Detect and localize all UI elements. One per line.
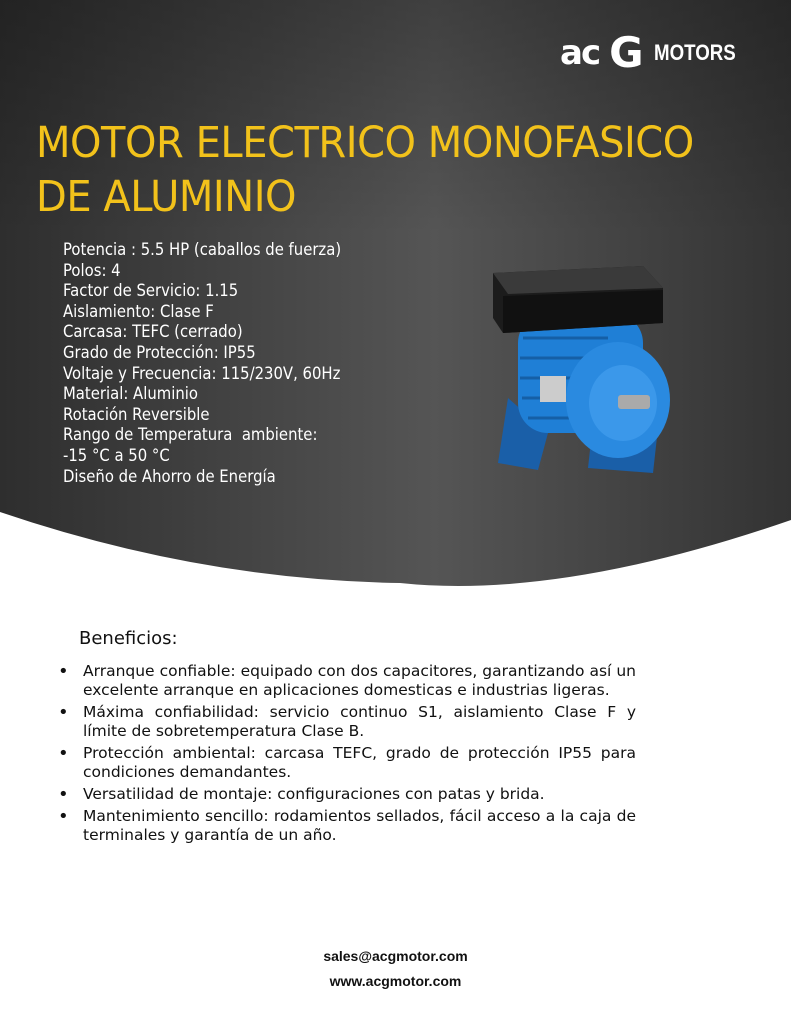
contact-email[interactable]: sales@acgmotor.com — [323, 948, 468, 964]
logo-motors-text: MOTORS — [653, 39, 736, 65]
spec-item: Rotación Reversible — [63, 404, 210, 424]
benefit-item: • Mantenimiento sencillo: rodamientos sellados, fácil acceso a la caja de terminales y garantía de un año. — [58, 807, 636, 845]
benefit-item: • Protección ambiental: carcasa TEFC, grado de protección IP55 para condiciones demandantes. — [58, 744, 636, 782]
spec-item: Carcasa: TEFC (cerrado) — [63, 322, 243, 342]
spec-list — [63, 240, 341, 487]
logo-gear-g-icon: G — [609, 28, 644, 77]
contact-website[interactable]: www.acgmotor.com — [329, 973, 462, 989]
spec-item: Diseño de Ahorro de Energía — [63, 466, 276, 486]
benefit-item: • Arranque confiable: equipado con dos capacitores, garantizando así un excelente arranque en aplicaciones domesticas e industrias ligeras. — [58, 662, 636, 700]
title-line-1: MOTOR ELECTRICO MONOFASICO — [36, 118, 694, 168]
spec-item: Polos: 4 — [63, 260, 121, 280]
spec-item: Voltaje y Frecuencia: 115/230V, 60Hz — [63, 363, 341, 383]
benefits-list — [58, 662, 636, 848]
benefit-item: • Máxima confiabilidad: servicio continuo S1, aislamiento Clase F y límite de sobretemperatura Clase B. — [58, 703, 636, 741]
spec-item: -15 °C a 50 °C — [63, 445, 170, 465]
spec-item: Grado de Protección: IP55 — [63, 342, 256, 362]
spec-item: Aislamiento: Clase F — [63, 301, 214, 321]
benefit-item: • Versatilidad de montaje: configuraciones con patas y brida. — [58, 785, 636, 804]
motor-product-image — [478, 258, 678, 478]
logo-ac-mark: ac — [560, 32, 600, 73]
page-title — [36, 116, 694, 224]
title-line-2: DE ALUMINIO — [36, 172, 297, 222]
spec-item: Potencia : 5.5 HP (caballos de fuerza) — [63, 240, 342, 259]
spec-item: Material: Aluminio — [63, 384, 198, 404]
spec-item: Factor de Servicio: 1.15 — [63, 281, 239, 301]
acg-motors-logo — [560, 28, 750, 77]
benefits-title: Beneficios: — [79, 628, 178, 649]
spec-item: Rango de Temperatura ambiente: — [63, 425, 318, 445]
